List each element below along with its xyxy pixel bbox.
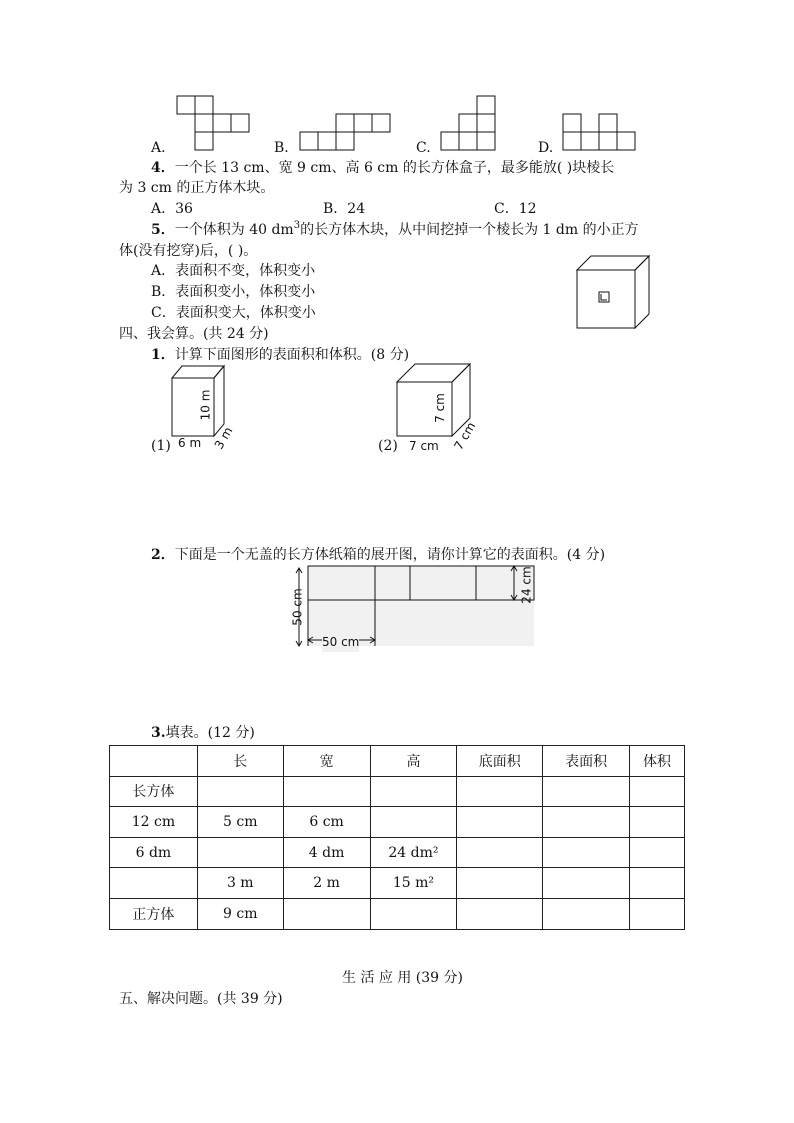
net-label-a: A. <box>151 140 166 156</box>
table-cell[interactable] <box>197 837 283 868</box>
table-cell[interactable] <box>457 776 543 807</box>
table-row <box>110 776 685 807</box>
q5-option-b: B．表面积变小，体积变小 <box>151 284 316 300</box>
question-number: 5． <box>151 222 175 238</box>
question-number: 4． <box>151 160 175 176</box>
q5-option-a: A．表面积不变，体积变小 <box>151 263 316 279</box>
table-cell[interactable] <box>543 776 630 807</box>
table-cell: 长方体 <box>110 776 198 807</box>
table-cell: 12 cm <box>110 807 198 838</box>
table-header: 表面积 <box>543 746 630 777</box>
table-header <box>110 746 198 777</box>
life-application-heading: 生 活 应 用 (39 分) <box>342 970 463 986</box>
question-text: 计算下面图形的表面积和体积。(8 分) <box>174 347 410 363</box>
table-cell: 5 cm <box>197 807 283 838</box>
question-4 <box>151 158 614 178</box>
table-cell: 15 m² <box>370 868 457 899</box>
table-header-row <box>110 746 685 777</box>
question-text: 下面是一个无盖的长方体纸箱的展开图，请你计算它的表面积。(4 分) <box>174 547 606 563</box>
table-cell[interactable] <box>630 837 685 868</box>
table-cell[interactable] <box>630 776 685 807</box>
table-cell: 2 m <box>283 868 370 899</box>
table-cell[interactable] <box>543 807 630 838</box>
fig1-depth-label: 3 m <box>211 424 236 452</box>
net-left-dim-label: 50 cm <box>290 588 305 626</box>
table-header: 长 <box>197 746 283 777</box>
fig1-tag: (1) <box>151 438 171 454</box>
table-cell: 24 dm² <box>370 837 457 868</box>
table-cell[interactable] <box>457 807 543 838</box>
net-label-b: B. <box>274 140 289 156</box>
table-cell[interactable] <box>543 837 630 868</box>
table-row <box>110 868 685 899</box>
table-cell: 正方体 <box>110 898 198 929</box>
table-cell: 6 dm <box>110 837 198 868</box>
fig1-width-label: 6 m <box>178 436 202 450</box>
fig2-tag: (2) <box>378 438 398 454</box>
table-cell[interactable] <box>630 807 685 838</box>
question-number: 3. <box>151 725 166 741</box>
table-cell[interactable] <box>197 776 283 807</box>
question-text: 一个长 13 cm、宽 9 cm、高 6 cm 的长方体盒子，最多能放( )块棱长 <box>174 160 615 176</box>
question-5 <box>151 220 639 240</box>
table-cell: 9 cm <box>197 898 283 929</box>
table-header: 体积 <box>630 746 685 777</box>
table-cell[interactable] <box>543 898 630 929</box>
question-4-line2: 为 3 cm 的正方体木块。 <box>119 180 275 196</box>
question-5-line2: 体(没有挖穿)后，( )。 <box>119 243 258 259</box>
question-number: 1． <box>151 347 175 363</box>
fig2-width-label: 7 cm <box>409 439 439 453</box>
cube-net-a <box>0 0 794 160</box>
table-row <box>110 837 685 868</box>
superscript: 3 <box>293 220 301 231</box>
q4-option-c: C．12 <box>494 201 537 217</box>
table-cell[interactable] <box>110 868 198 899</box>
table-cell[interactable] <box>457 898 543 929</box>
table-row <box>110 898 685 929</box>
q5-option-c: C．表面积变大，体积变小 <box>151 305 316 321</box>
table-cell[interactable] <box>283 776 370 807</box>
table-cell[interactable] <box>457 837 543 868</box>
table-cell: 6 cm <box>283 807 370 838</box>
q4-option-b: B．24 <box>323 201 366 217</box>
question-text-cont: 的长方体木块，从中间挖掉一个棱长为 1 dm 的小正方 <box>300 222 639 238</box>
table-cell[interactable] <box>543 868 630 899</box>
fig2-height-label: 7 cm <box>432 393 447 423</box>
s4-question-3 <box>151 723 255 743</box>
question-number: 2． <box>151 547 175 563</box>
question-text: 一个体积为 40 dm <box>174 222 294 238</box>
table-cell[interactable] <box>370 776 457 807</box>
fill-in-table <box>109 745 685 930</box>
section-4-heading: 四、我会算。(共 24 分) <box>119 326 269 342</box>
hollowed-cuboid-figure <box>577 256 657 336</box>
table-header: 底面积 <box>457 746 543 777</box>
q4-option-a: A．36 <box>151 201 193 217</box>
table-cell[interactable] <box>630 898 685 929</box>
fig2-depth-label: 7 cm <box>451 419 479 453</box>
table-cell[interactable] <box>370 898 457 929</box>
net-bottom-dim-label: 50 cm <box>322 632 359 652</box>
table-cell[interactable] <box>370 807 457 838</box>
section-5-heading: 五、解决问题。(共 39 分) <box>119 991 283 1007</box>
net-label-c: C. <box>416 140 431 156</box>
table-cell[interactable] <box>283 898 370 929</box>
table-cell: 4 dm <box>283 837 370 868</box>
table-cell: 3 m <box>197 868 283 899</box>
table-row <box>110 807 685 838</box>
table-header: 宽 <box>283 746 370 777</box>
s4-question-1 <box>151 345 409 365</box>
table-cell[interactable] <box>630 868 685 899</box>
question-text: 填表。(12 分) <box>165 725 255 741</box>
fig1-height-label: 10 m <box>198 389 213 421</box>
net-right-dim-label: 24 cm <box>519 566 534 604</box>
net-label-d: D. <box>538 140 554 156</box>
table-cell[interactable] <box>457 868 543 899</box>
table-header: 高 <box>370 746 457 777</box>
